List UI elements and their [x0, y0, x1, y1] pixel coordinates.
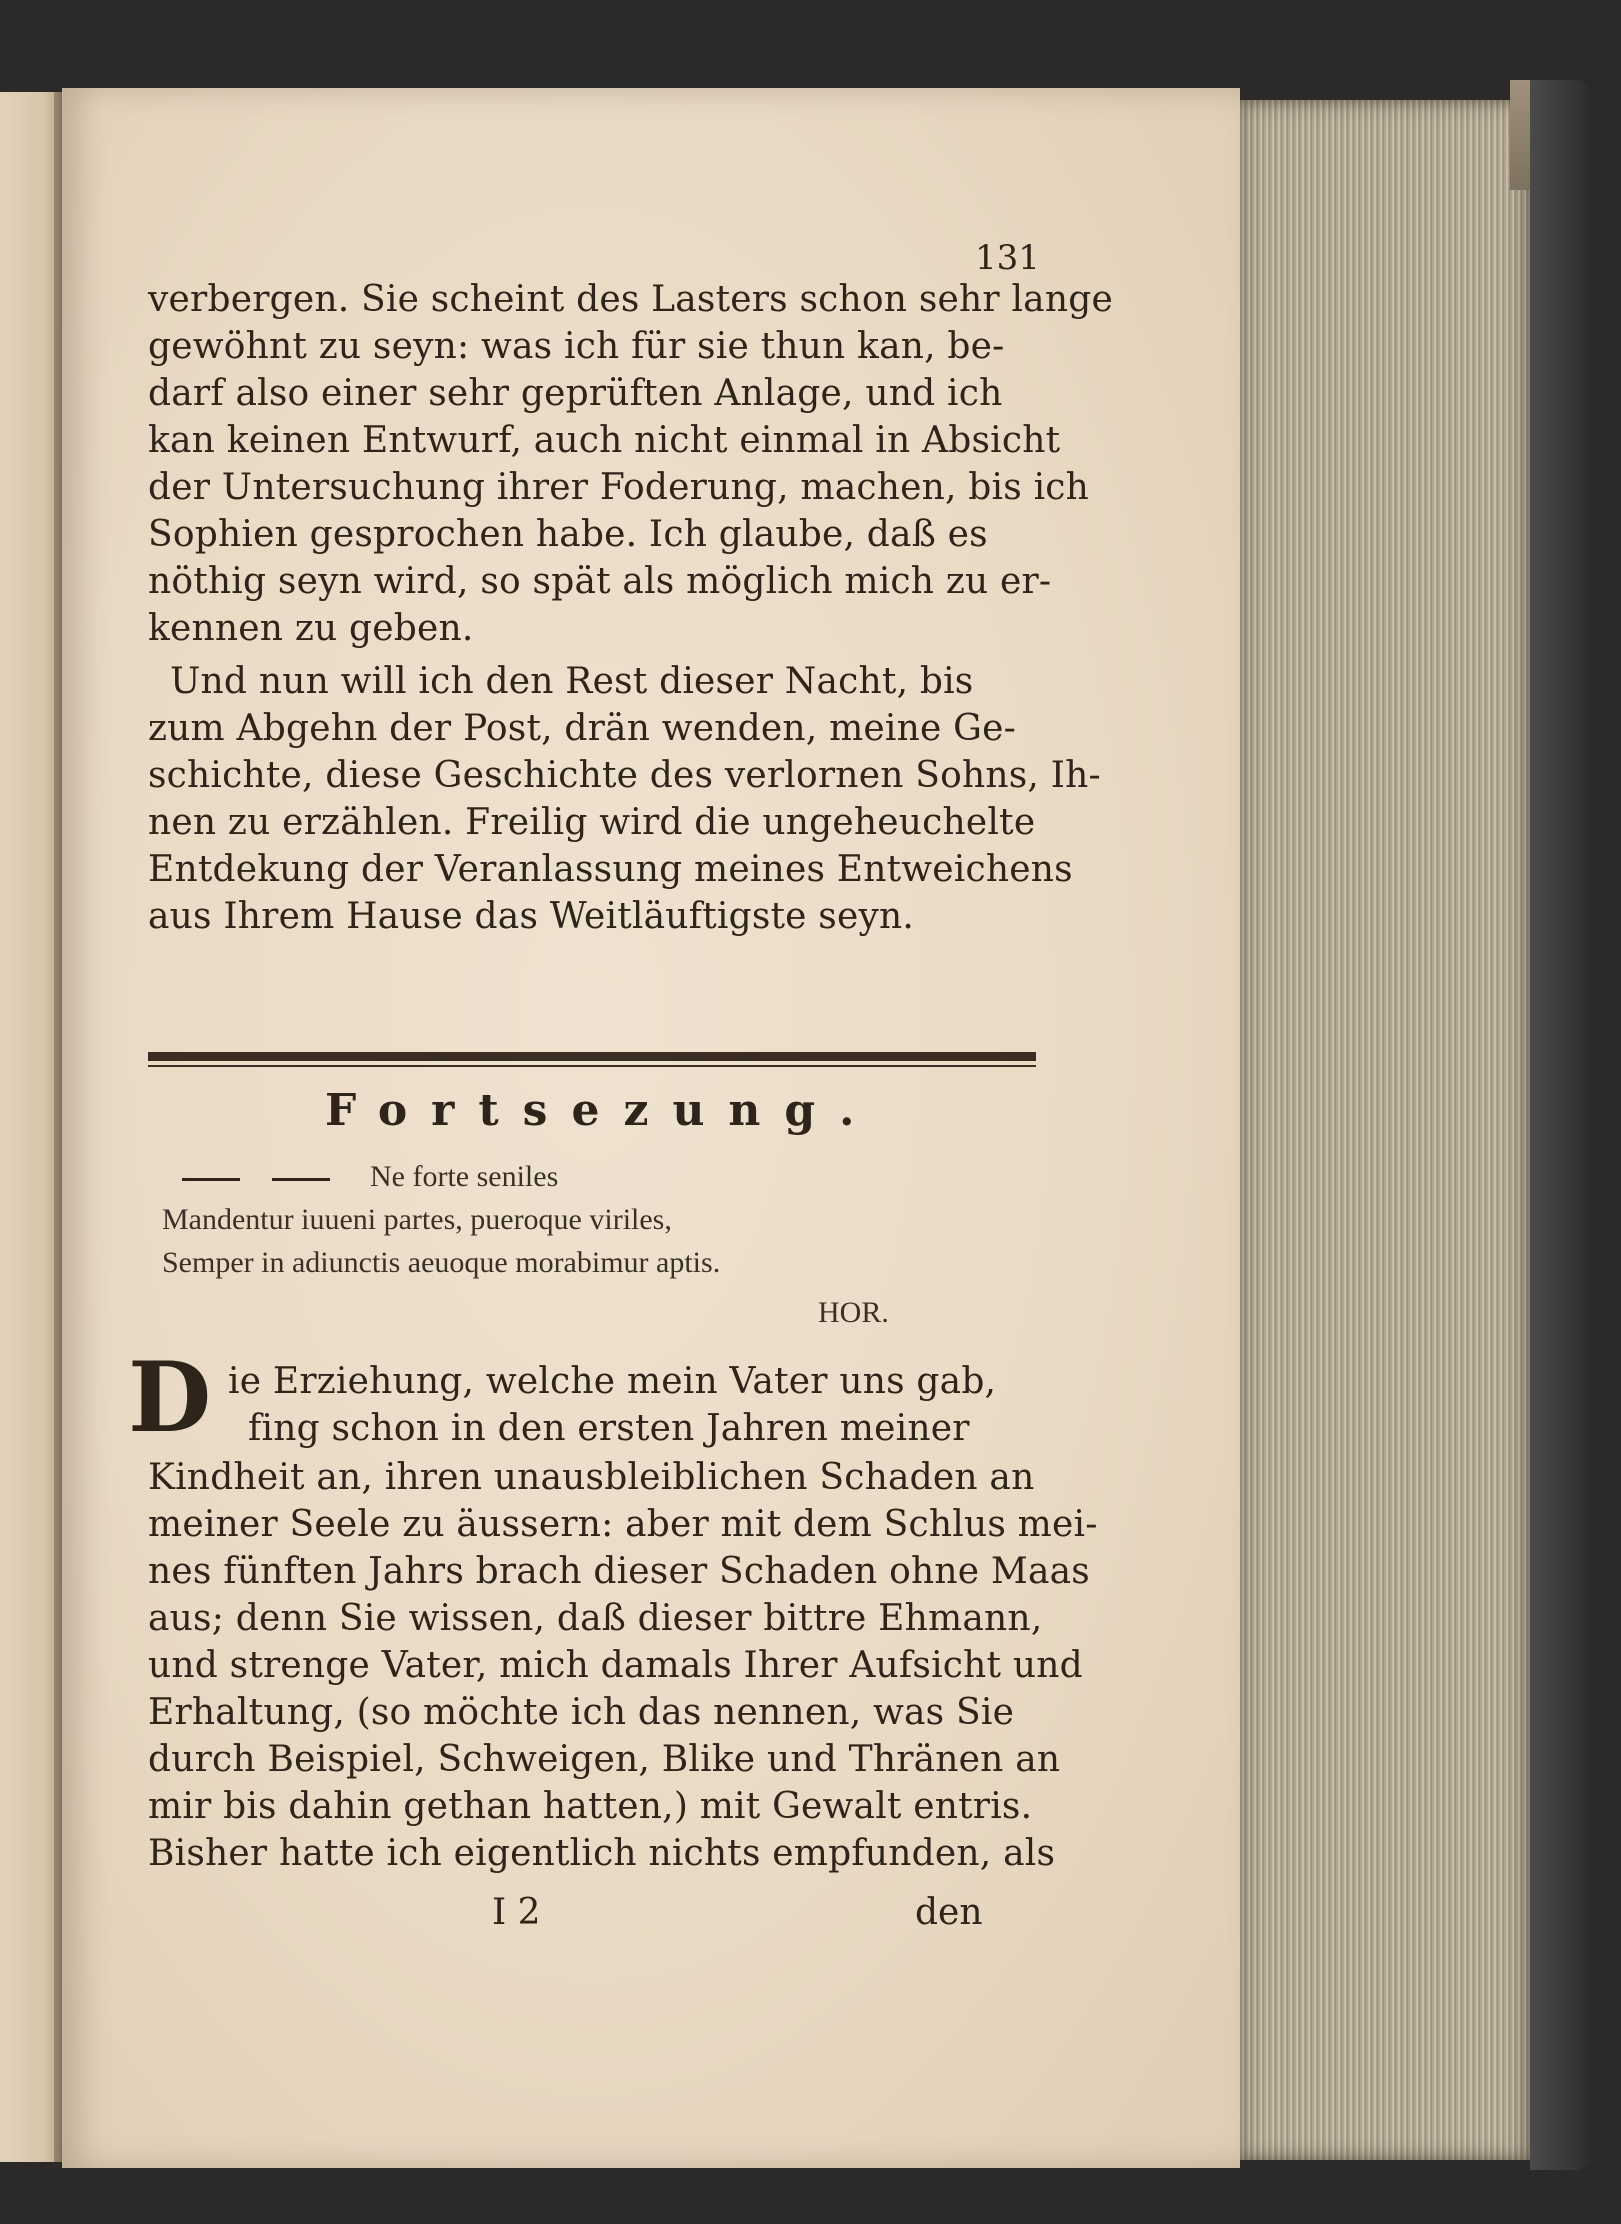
epigraph-dash — [182, 1178, 240, 1181]
text-line: nen zu erzählen. Freilig wird die ungeheuchelte — [148, 802, 1036, 843]
facing-page-edge — [0, 92, 62, 2162]
epigraph-line: Mandentur iuueni partes, pueroque viriles, — [162, 1203, 672, 1236]
text-line: fing schon in den ersten Jahren meiner — [248, 1408, 970, 1449]
text-line: zum Abgehn der Post, drän wenden, meine Ge- — [148, 708, 1016, 749]
text-line: schichte, diese Geschichte des verlornen Sohns, Ih- — [148, 755, 1101, 796]
catchword: den — [915, 1892, 983, 1933]
epigraph-line: Ne forte seniles — [370, 1160, 559, 1193]
section-rule — [148, 1052, 1036, 1061]
text-line: kan keinen Entwurf, auch nicht einmal in Absicht — [148, 420, 1061, 461]
text-line: meiner Seele zu äussern: aber mit dem Schlus mei- — [148, 1504, 1098, 1545]
section-heading: Fortsezung. — [325, 1085, 879, 1136]
text-line: Entdekung der Veranlassung meines Entweichens — [148, 849, 1073, 890]
section-rule-thin — [148, 1065, 1036, 1067]
text-line: durch Beispiel, Schweigen, Blike und Thränen an — [148, 1739, 1061, 1780]
text-line: aus Ihrem Hause das Weitläuftigste seyn. — [148, 896, 915, 937]
epigraph-attribution: HOR. — [818, 1296, 889, 1329]
text-line: gewöhnt zu seyn: was ich für sie thun kan, be- — [148, 326, 1005, 367]
page-number: 131 — [975, 238, 1040, 278]
text-line: und strenge Vater, mich damals Ihrer Aufsicht und — [148, 1645, 1083, 1686]
text-line: ie Erziehung, welche mein Vater uns gab, — [228, 1361, 997, 1402]
text-line: Kindheit an, ihren unausbleiblichen Schaden an — [148, 1457, 1035, 1498]
text-line: darf also einer sehr geprüften Anlage, und ich — [148, 373, 1003, 414]
text-line: Erhaltung, (so möchte ich das nennen, was Sie — [148, 1692, 1015, 1733]
text-line: der Untersuchung ihrer Foderung, machen, bis ich — [148, 467, 1090, 508]
text-line: Sophien gesprochen habe. Ich glaube, daß es — [148, 514, 988, 555]
text-line: nes fünften Jahrs brach dieser Schaden ohne Maas — [148, 1551, 1090, 1592]
page-stack-edges — [1236, 100, 1536, 2160]
text-line: Bisher hatte ich eigentlich nichts empfunden, als — [148, 1833, 1056, 1874]
signature-mark: I 2 — [492, 1892, 541, 1933]
text-line: kennen zu geben. — [148, 608, 474, 649]
epigraph-dash — [272, 1178, 330, 1181]
epigraph-line: Semper in adiunctis aeuoque morabimur aptis. — [162, 1246, 721, 1279]
text-line: nöthig seyn wird, so spät als möglich mich zu er- — [148, 561, 1052, 602]
book-cover — [1530, 80, 1590, 2170]
text-line: Und nun will ich den Rest dieser Nacht, bis — [170, 661, 974, 702]
drop-cap: D — [128, 1341, 212, 1454]
text-line: mir bis dahin gethan hatten,) mit Gewalt entris. — [148, 1786, 1033, 1827]
text-line: aus; denn Sie wissen, daß dieser bittre Ehmann, — [148, 1598, 1043, 1639]
text-line: verbergen. Sie scheint des Lasters schon sehr lange — [148, 279, 1113, 320]
